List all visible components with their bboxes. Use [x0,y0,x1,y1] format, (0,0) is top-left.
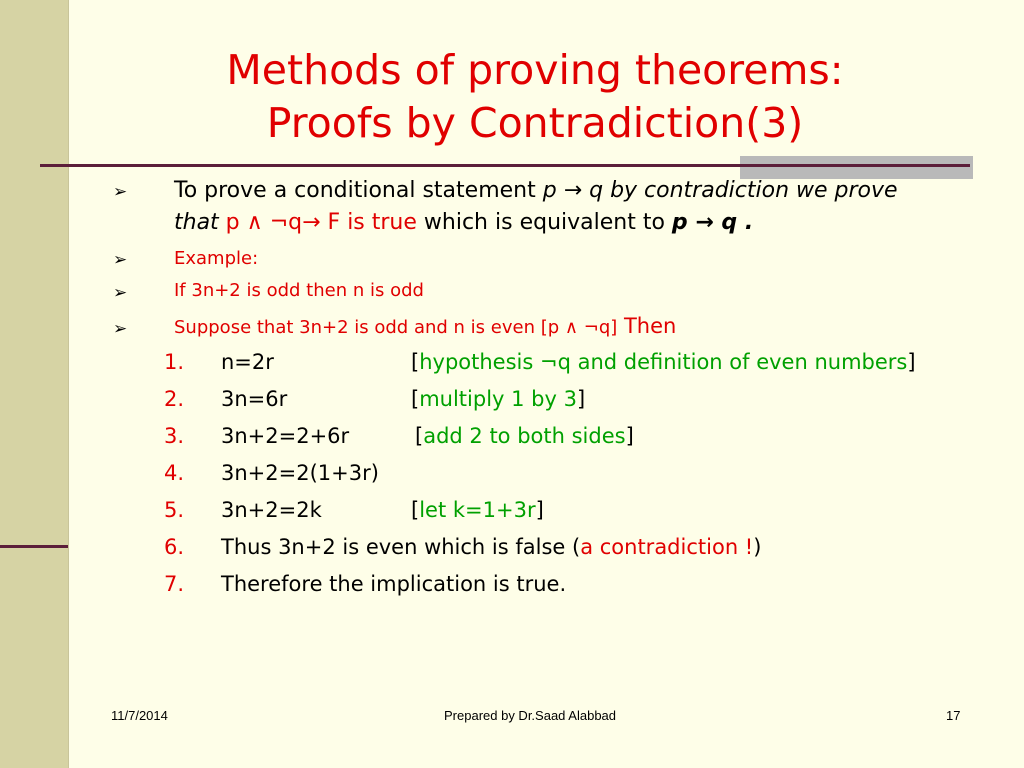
bullet2-example: Example: [174,248,259,269]
step-note [415,424,634,448]
step-number: 7. [164,572,185,596]
bullet4-suppose [174,314,676,338]
slide-title-line2: Proofs by Contradiction(3) [266,99,804,147]
step-note-text: let k=1+3r [419,498,536,522]
step6-contradiction: a contradiction ! [580,535,754,559]
bullet-arrow-icon: ➢ [113,182,128,202]
title-rule-accent [740,156,973,179]
step-number: 2. [164,387,185,411]
footer-date: 11/7/2014 [111,708,168,723]
bullet1-text: To prove a conditional statement [174,178,543,203]
step-number: 5. [164,498,185,522]
bullet4-text: Suppose that 3n+2 is odd and n is even [p ∧ ¬q] [174,317,618,338]
bracket: ] [535,498,544,522]
step6-text: Thus 3n+2 is even which is false ( [221,535,581,559]
step-number: 1. [164,350,185,374]
bullet1-line2 [174,210,753,235]
bracket: [ [411,350,420,374]
step-statement: 3n=6r [221,387,288,411]
bullet1-line1 [174,178,898,203]
step-statement: Therefore the implication is true. [221,572,567,596]
step-number: 6. [164,535,185,559]
bullet3-statement: If 3n+2 is odd then n is odd [174,280,424,301]
step-number: 4. [164,461,185,485]
bullet1-that: that [174,210,226,235]
bracket: [ [411,498,420,522]
title-rule [40,164,970,167]
slide-title-line1: Methods of proving theorems: [226,46,844,94]
bullet4-then: Then [617,314,677,338]
bracket: [ [415,424,424,448]
bracket: [ [411,387,420,411]
footer-author: Prepared by Dr.Saad Alabbad [444,708,617,723]
step-statement: 3n+2=2+6r [221,424,350,448]
bullet-arrow-icon: ➢ [113,250,128,270]
step-number: 3. [164,424,185,448]
step-statement: n=2r [221,350,274,374]
bullet1-equiv: which is equivalent to [416,210,672,235]
step6-close: ) [753,535,762,559]
bullet1-italic: p → q by contradiction we prove [542,178,898,203]
bracket: ] [907,350,916,374]
bullet1-impl: p → q . [671,210,754,235]
step-note [411,387,585,411]
step-note-text: multiply 1 by 3 [419,387,577,411]
step-statement: 3n+2=2k [221,498,322,522]
bracket: ] [576,387,586,411]
bracket: ] [625,424,634,448]
step-note [411,350,916,374]
step-note-text: add 2 to both sides [423,424,626,448]
bullet1-red-expr: p ∧ ¬q→ F is true [225,210,417,235]
step-statement: 3n+2=2(1+3r) [221,461,379,485]
footer-page-number: 17 [946,708,961,723]
step-note-text: hypothesis ¬q and definition of even numbers [419,350,908,374]
step-statement [221,535,761,559]
bullet-arrow-icon: ➢ [113,319,128,339]
left-bar-rule [0,545,68,548]
bullet-arrow-icon: ➢ [113,283,128,303]
step-note [411,498,544,522]
